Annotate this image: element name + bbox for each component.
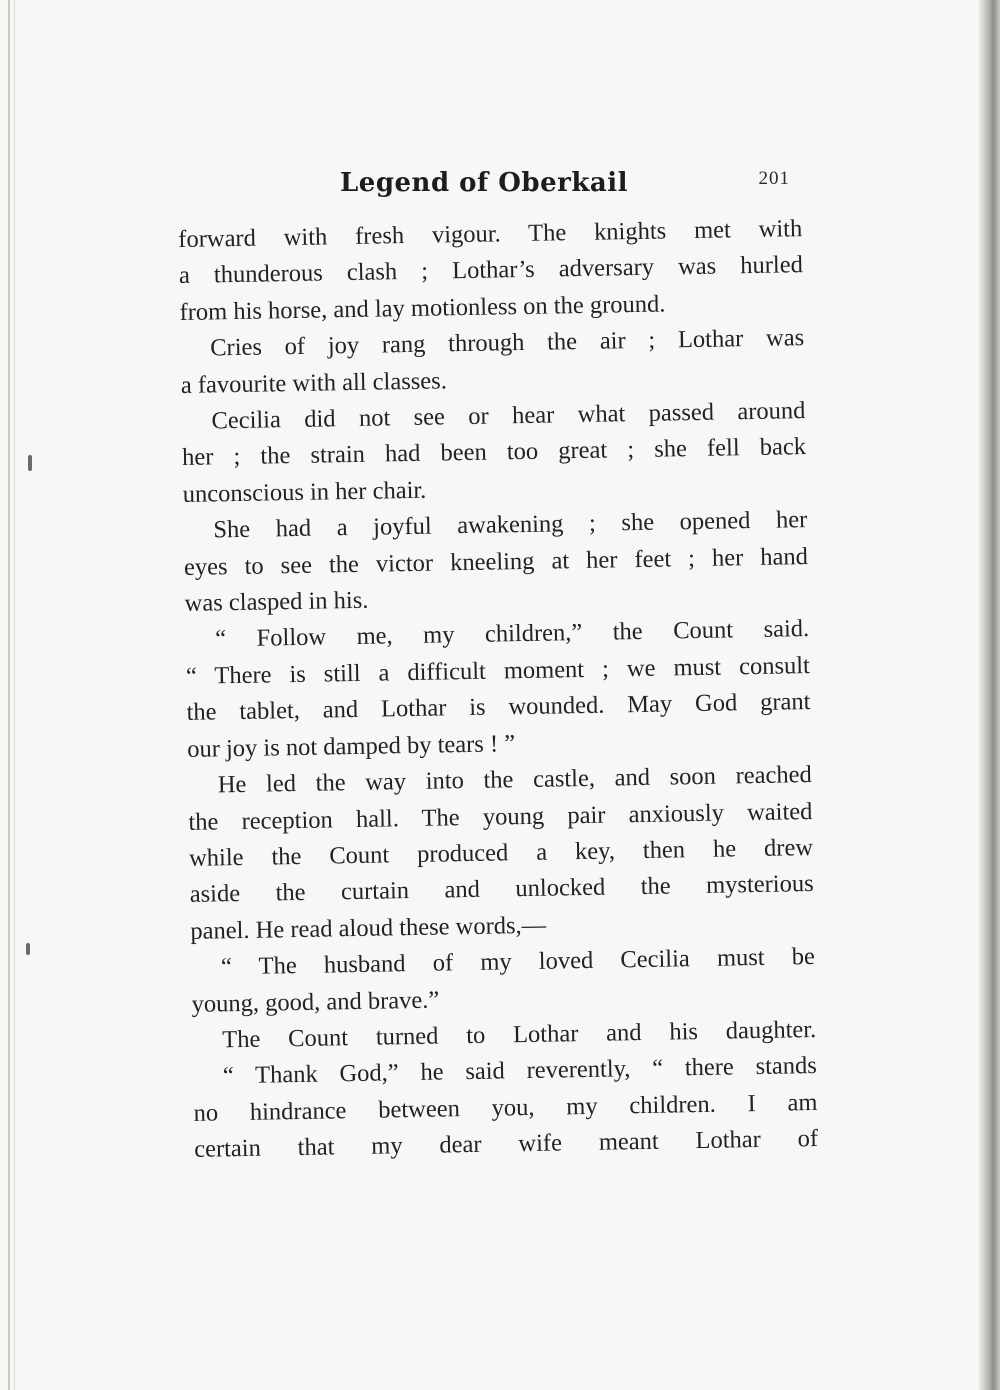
text-line: was clasped in his. — [184, 586, 369, 618]
text-line: a favourite with all classes. — [180, 366, 448, 399]
gutter-line — [8, 0, 10, 1390]
text-line: aside the curtain and unlocked the mysterious — [189, 870, 814, 909]
text-line: our joy is not damped by tears ! ” — [186, 729, 516, 763]
body-text — [178, 211, 818, 1168]
running-title: Legend of Oberkail — [340, 168, 628, 198]
text-line: eyes to see the victor kneeling at her feet ; her hand — [183, 542, 809, 581]
text-line: certain that my dear wife meant Lothar of — [193, 1125, 819, 1164]
page-header — [180, 168, 790, 208]
text-line: a thunderous clash ; Lothar’s adversary was hurled — [178, 251, 804, 290]
margin-mark — [26, 943, 30, 955]
text-line: while the Count produced a key, then he drew — [188, 833, 814, 872]
text-line: He led the way into the castle, and soon reached — [217, 761, 812, 799]
text-line: from his horse, and lay motionless on the ground. — [179, 290, 666, 326]
text-line: “ The husband of my loved Cecilia must be — [220, 943, 816, 981]
text-line: “ Follow me, my children,” the Count said. — [215, 615, 810, 653]
page-edge-shadow — [978, 0, 1000, 1390]
text-line: her ; the strain had been too great ; she fell back — [181, 433, 807, 472]
page-number: 201 — [758, 168, 790, 189]
text-line: panel. He read aloud these words,— — [190, 911, 547, 945]
text-line: The Count turned to Lothar and his daughter. — [222, 1015, 817, 1054]
text-line: “ Thank God,” he said reverently, “ there stands — [222, 1052, 818, 1090]
text-line: “ There is still a difficult moment ; we must consult — [185, 651, 811, 690]
text-line: unconscious in her chair. — [182, 476, 427, 508]
text-line: Cries of joy rang through the air ; Lothar was — [209, 324, 805, 362]
text-line: no hindrance between you, my children. I am — [193, 1088, 818, 1127]
text-line: young, good, and brave.” — [191, 986, 440, 1018]
margin-mark — [28, 455, 32, 471]
text-line: the reception hall. The young pair anxiously waited — [188, 797, 813, 836]
text-line: She had a joyful awakening ; she opened her — [213, 506, 808, 544]
text-line: Cecilia did not see or hear what passed around — [211, 397, 806, 435]
gutter-line-inner — [14, 0, 15, 1390]
text-line: forward with fresh vigour. The knights met with — [178, 215, 803, 253]
text-line: the tablet, and Lothar is wounded. May God grant — [186, 688, 811, 727]
